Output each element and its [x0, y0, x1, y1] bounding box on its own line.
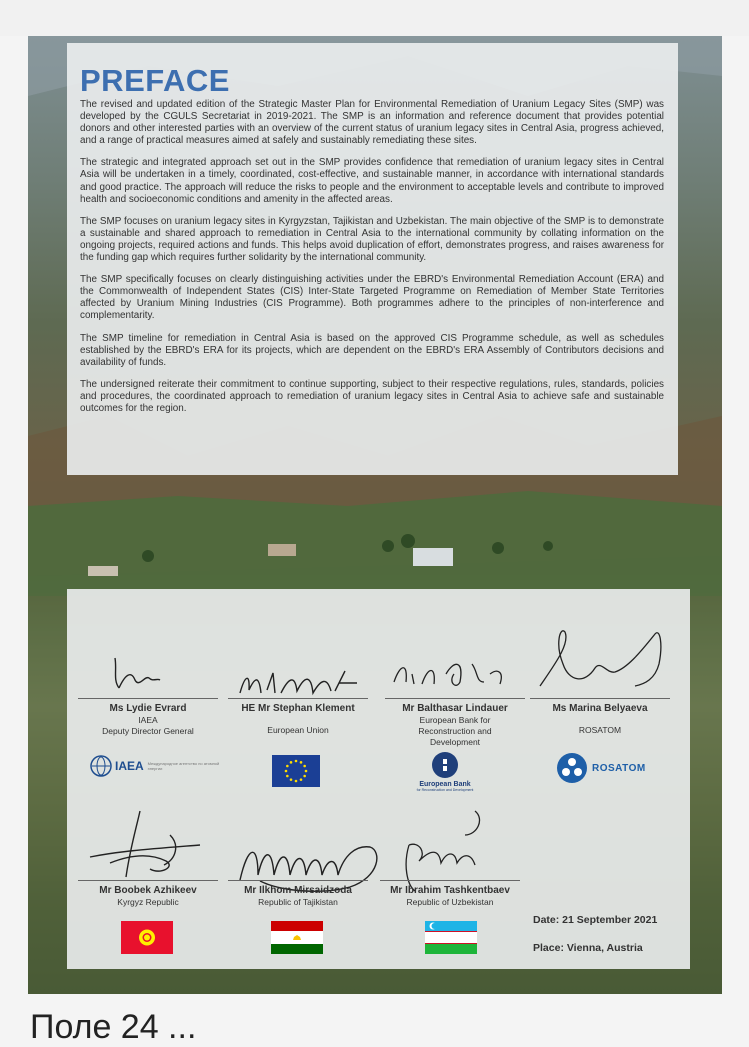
signatory-name: Mr Ibrahim Tashkentbaev	[390, 885, 510, 896]
signature-line	[228, 698, 368, 699]
signature-line	[78, 880, 218, 881]
signature-belyaeva	[535, 624, 670, 694]
signatory-name: HE Mr Stephan Klement	[241, 703, 355, 714]
eu-star-icon	[300, 761, 303, 764]
iaea-logo-text: IAEA	[115, 759, 144, 773]
signatory-org: Republic of Uzbekistan	[406, 897, 494, 907]
signatory-org: ROSATOM	[578, 725, 622, 735]
eu-star-icon	[285, 770, 288, 773]
iaea-logo-subtext: Международное агентство по атомной энергии	[147, 761, 220, 771]
signature-azhikeev	[80, 805, 210, 885]
rosatom-logo-text: ROSATOM	[592, 762, 646, 774]
preface-paragraph-1: The revised and updated edition of the Strategic Master Plan for Environmental Remediation of Uranium Legacy Sites (SMP) was developed by the CGULS Secretariat in 2019-2021. The SMP is an information and reference document that provides potential donors and other interested parties with an overview of the current status of uranium legacy sites in Central Asia, progress achieved, and a range of practical measures aimed at safely and sustainably remediating these sites.	[80, 99, 664, 147]
signatory-mirsaidzoda	[228, 880, 368, 908]
kyrgyzstan-flag-icon	[121, 921, 173, 954]
iaea-emblem-icon	[90, 755, 112, 777]
tajikistan-flag-icon	[271, 921, 323, 954]
signatory-name: Ms Lydie Evrard	[109, 703, 187, 714]
preface-paragraph-3: The SMP focuses on uranium legacy sites in Kyrgyzstan, Tajikistan and Uzbekistan. The main objective of the SMP is to demonstrate a sustainable and shared approach to remediation in Central Asia to the international community by collating information on the ongoing projects, required actions and funds. This helps avoid duplication of effort, demonstrates progress, and raises awareness for the funding gap which requires further solidarity by the international community.	[80, 215, 664, 264]
eu-star-icon	[286, 775, 289, 778]
bottom-caption-text: Поле 24 ...	[30, 1008, 197, 1046]
eu-star-icon	[303, 765, 306, 768]
signatory-org: Republic of Tajikistan	[258, 897, 338, 907]
iaea-logo	[90, 755, 228, 777]
signatory-org: European Union	[267, 725, 329, 735]
preface-paragraph-2: The strategic and integrated approach set out in the SMP provides confidence that remediation of uranium legacy sites in Central Asia will be undertaken in a timely, coordinated, cost-effective, and sustainable manner, in accordance with international standards and good practice. The approach will reduce the risks to people and the environment to acceptable levels and contribute to improved health and socioeconomic conditions and amenity in the affected areas.	[80, 157, 664, 205]
signatory-tashkentbaev	[380, 880, 520, 908]
signatory-role: Deputy Director General	[102, 726, 194, 736]
preface-paragraph-6: The undersigned reiterate their commitment to continue supporting, subject to their respective regulations, rules, standards, policies and procedures, the coordinated approach to remediation of uranium legacy sites in Central Asia to achieve safe and sustainable outcomes for the region.	[80, 378, 664, 414]
signatory-name: Ms Marina Belyaeva	[552, 703, 648, 714]
signature-line	[385, 698, 525, 699]
place-label: Place: Vienna, Austria	[533, 942, 643, 954]
eu-star-icon	[295, 760, 298, 763]
ebrd-emblem-icon	[432, 752, 458, 778]
signature-line	[380, 880, 520, 881]
signatory-name: Mr Ilkhom Mirsaidzoda	[244, 885, 352, 896]
eu-star-icon	[305, 770, 308, 773]
eu-star-icon	[295, 780, 298, 783]
eu-star-icon	[290, 761, 293, 764]
uzbekistan-flag-icon	[425, 921, 477, 954]
eu-star-icon	[290, 778, 293, 781]
signature-line	[530, 698, 670, 699]
signatory-org: IAEA	[138, 715, 158, 725]
ebrd-logo	[400, 752, 490, 792]
signatory-org: European Bank for Reconstruction and Development	[418, 715, 492, 747]
signatory-name: Mr Balthasar Lindauer	[402, 703, 508, 714]
signature-line	[78, 698, 218, 699]
top-strip	[0, 0, 749, 36]
ebrd-logo-subtext: for Reconstruction and Development	[416, 788, 474, 792]
signature-evrard	[105, 650, 165, 695]
signatory-evrard	[78, 698, 218, 737]
rosatom-emblem-icon	[557, 753, 587, 783]
date-label: Date: 21 September 2021	[533, 914, 658, 926]
rosatom-logo	[557, 753, 646, 783]
signature-lindauer	[388, 652, 513, 694]
eu-star-icon	[286, 765, 289, 768]
eu-flag-icon	[272, 755, 320, 787]
bottom-text-strip	[0, 994, 749, 1046]
preface-panel	[67, 43, 678, 475]
signature-line	[228, 880, 368, 881]
eu-star-icon	[303, 775, 306, 778]
signatory-lindauer	[385, 698, 525, 748]
signatory-name: Mr Boobek Azhikeev	[99, 885, 197, 896]
ebrd-logo-text: European Bank	[419, 781, 471, 788]
preface-paragraph-5: The SMP timeline for remediation in Central Asia is based on the approved CIS Programme schedule, as well as schedules established by the EBRD's ERA for its projects, which are dependent on the EBRD's ERA Assembly of Contributors decisions and availability of funds.	[80, 332, 664, 368]
signatory-klement	[228, 698, 368, 736]
signature-klement	[235, 665, 370, 700]
eu-star-icon	[300, 778, 303, 781]
signatory-belyaeva	[530, 698, 670, 736]
preface-title: PREFACE	[80, 63, 230, 98]
preface-paragraph-4: The SMP specifically focuses on clearly distinguishing activities under the EBRD's Environmental Remediation Account (ERA) and the Commonwealth of Independent States (CIS) Inter-State Targeted Programme on Remediation of Member State Territories affected by Uranium Mining Industries (CIS Programme). Both programmes adhere to the principles of non-interference and complementarity.	[80, 274, 664, 322]
signatory-azhikeev	[78, 880, 218, 908]
signatory-org: Kyrgyz Republic	[117, 897, 179, 907]
